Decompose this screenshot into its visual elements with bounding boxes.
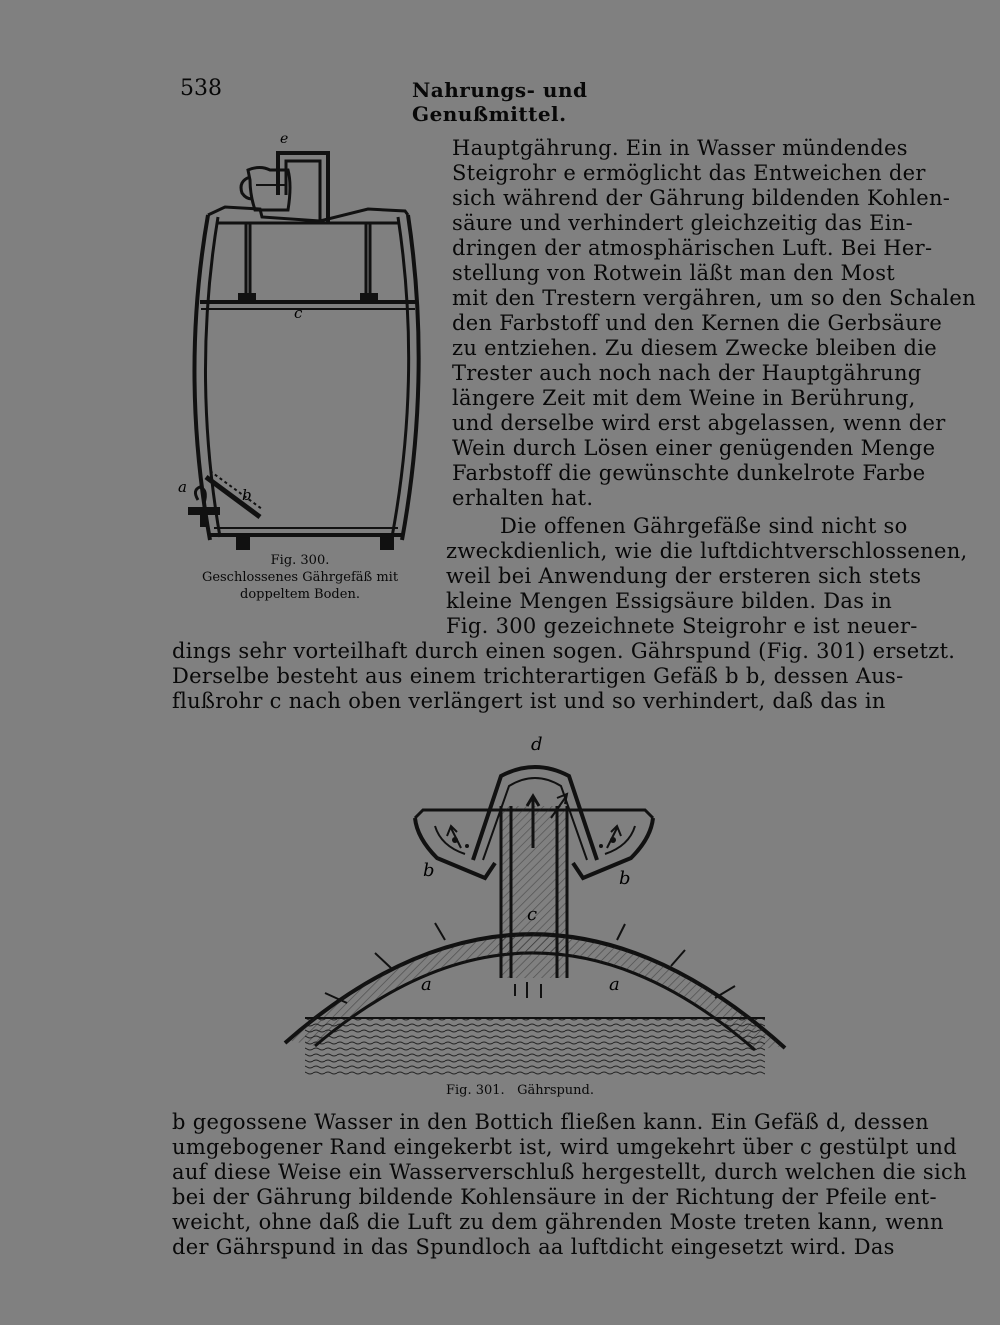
text-line: Derselbe besteht aus einem trichterartigen Gefäß b b, dessen Aus- (172, 664, 904, 688)
text-line: säure und verhindert gleichzeitig das Ein- (452, 211, 914, 235)
text-line: den Farbstoff und den Kernen die Gerbsäure (452, 311, 943, 335)
figure-301-label-d: d (531, 734, 543, 755)
running-head (180, 76, 680, 126)
figure-301-label-c: c (527, 904, 538, 925)
figure-300-label-c: c (294, 304, 303, 322)
text-line: Fig. 300 gezeichnete Steigrohr e ist neuer- (446, 614, 918, 638)
text-line: Wein durch Lösen einer genügenden Menge (452, 436, 936, 460)
figure-301-label-b-right: b (619, 868, 631, 889)
text-line: längere Zeit mit dem Weine in Berührung, (452, 386, 916, 410)
figure-300-label-b: b (242, 486, 252, 504)
figure-300-caption (180, 552, 420, 603)
text-line: kleine Mengen Essigsäure bilden. Das in (446, 589, 893, 613)
text-line: b gegossene Wasser in den Bottich fließen kann. Ein Gefäß d, dessen (172, 1110, 929, 1134)
text-line: dringen der atmosphärischen Luft. Bei Her- (452, 236, 933, 260)
text-line: erhalten hat. (452, 486, 594, 510)
figure-301-caption: Fig. 301. Gährspund. (445, 1083, 595, 1098)
text-line: bei der Gährung bildende Kohlensäure in der Richtung der Pfeile ent- (172, 1185, 937, 1209)
text-line: Trester auch noch nach der Hauptgährung (452, 361, 922, 385)
text-line: Die offenen Gährgefäße sind nicht so (500, 514, 908, 538)
text-line: auf diese Weise ein Wasserverschluß hergestellt, durch welchen die sich (172, 1160, 967, 1184)
text-line: Steigrohr e ermöglicht das Entweichen der (452, 161, 926, 185)
text-line: zu entziehen. Zu diesem Zwecke bleiben die (452, 336, 938, 360)
text-line: dings sehr vorteilhaft durch einen sogen. Gährspund (Fig. 301) ersetzt. (172, 639, 956, 663)
text-line: weil bei Anwendung der ersteren sich stets (446, 564, 922, 588)
text-line: zweckdienlich, wie die luftdichtverschlossenen, (446, 539, 968, 563)
figure-300-caption-number: Fig. 300. (270, 553, 330, 568)
text-line: und derselbe wird erst abgelassen, wenn der (452, 411, 946, 435)
text-line: der Gährspund in das Spundloch aa luftdicht eingesetzt wird. Das (172, 1235, 895, 1259)
text-line: Hauptgährung. Ein in Wasser mündendes (452, 136, 908, 160)
text-line: weicht, ohne daß die Luft zu dem gährenden Moste treten kann, wenn (172, 1210, 944, 1234)
figure-301-gaehrspund-illustration (265, 728, 805, 1080)
text-line: mit den Trestern vergähren, um so den Schalen (452, 286, 976, 310)
text-line: stellung von Rotwein läßt man den Most (452, 261, 896, 285)
figure-300-barrel-illustration (170, 125, 440, 555)
figure-301-label-a-left: a (421, 974, 432, 995)
text-line: sich während der Gährung bildenden Kohlen- (452, 186, 951, 210)
running-title: Nahrungs- und Genußmittel. (412, 78, 588, 126)
text-line: flußrohr c nach oben verlängert ist und so verhindert, daß das in (172, 689, 886, 713)
figure-301-label-b-left: b (423, 860, 435, 881)
figure-300-label-e: e (280, 131, 289, 147)
figure-300-caption-text-1: Geschlossenes Gährgefäß mit (201, 570, 399, 585)
figure-301-label-a-right: a (609, 974, 620, 995)
text-line: Farbstoff die gewünschte dunkelrote Farbe (452, 461, 926, 485)
figure-300-caption-text-2: doppeltem Boden. (240, 587, 360, 602)
page-number: 538 (180, 76, 222, 101)
figure-300-label-a: a (178, 478, 187, 496)
text-line: umgebogener Rand eingekerbt ist, wird umgekehrt über c gestülpt und (172, 1135, 957, 1159)
